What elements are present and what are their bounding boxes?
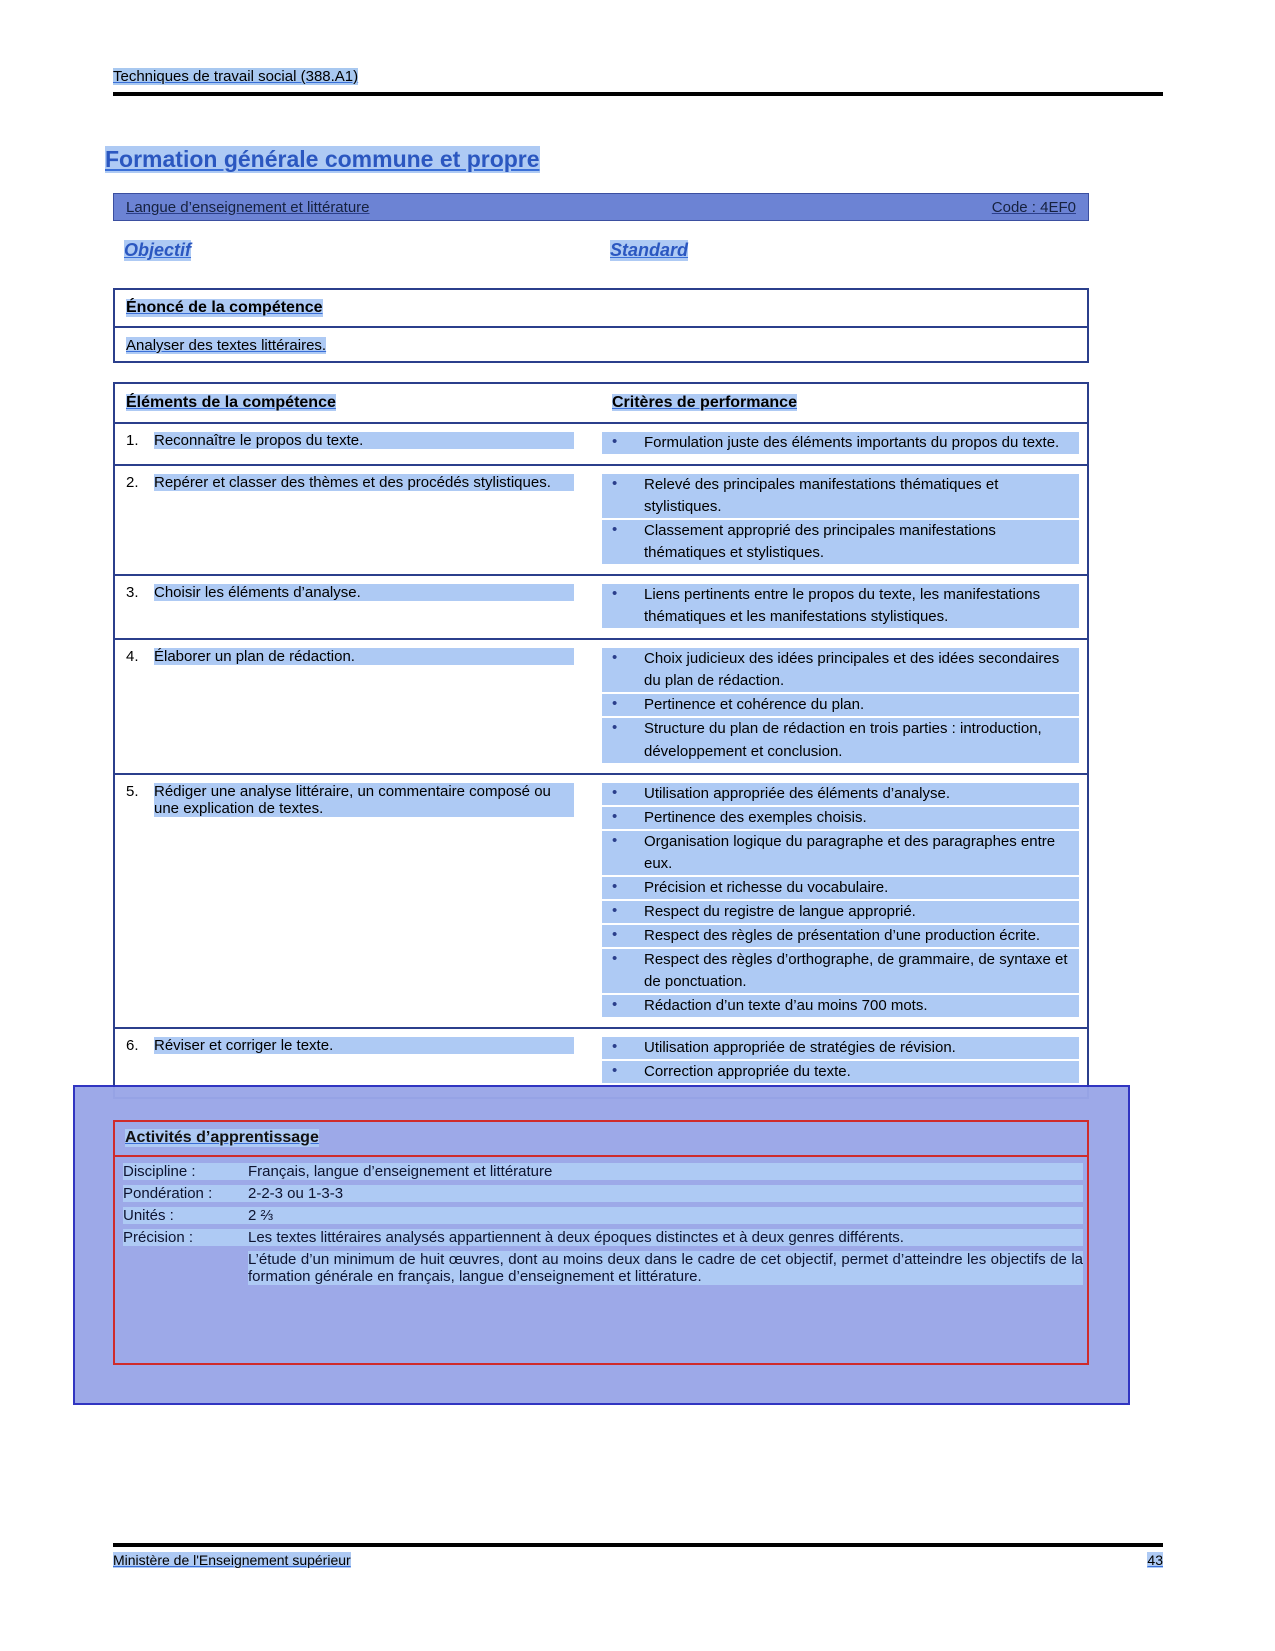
criteria-list: [602, 648, 1079, 762]
element-text: Élaborer un plan de rédaction.: [154, 648, 574, 665]
header-cell-criteria: [602, 394, 1087, 412]
table-row: [115, 640, 1087, 774]
list-item: • Rédaction d’un texte d’au moins 700 mots.: [602, 995, 1079, 1017]
table-row: [115, 775, 1087, 1029]
criteria-cell: [602, 1029, 1087, 1093]
precision-value-1: Les textes littéraires analysés appartiennent à deux époques distinctes et à deux genres différents.: [248, 1229, 1083, 1246]
page-footer: [113, 1552, 1163, 1568]
header-divider: [113, 92, 1163, 96]
enonce-box: [113, 288, 1089, 363]
footer-divider: [113, 1543, 1163, 1547]
activities-list: [123, 1163, 1083, 1285]
header-cell-elements: [115, 394, 602, 412]
list-item: • Pertinence des exemples choisis.: [602, 807, 1079, 829]
precision-value-2: L’étude d’un minimum de huit œuvres, dont au moins deux dans le cadre de cet objectif, permet d’atteindre les objectifs de la formation générale en français, langue d’enseignement et littérature.: [248, 1251, 1083, 1285]
element-cell: [115, 775, 602, 1027]
list-item: • Pertinence et cohérence du plan.: [602, 694, 1079, 716]
precision-label: Précision :: [123, 1229, 248, 1246]
competency-code: Code : 4EF0: [991, 198, 1076, 216]
element-text: Choisir les éléments d’analyse.: [154, 584, 574, 601]
list-item: • Structure du plan de rédaction en trois parties : introduction, développement et conclusion.: [602, 718, 1079, 762]
criteria-cell: [602, 466, 1087, 574]
criteria-list: [602, 432, 1079, 454]
table-row: [115, 466, 1087, 576]
criteria-list: [602, 783, 1079, 1017]
criteria-cell: [602, 640, 1087, 772]
objectif-header: Objectif: [124, 240, 192, 260]
column-headers: [113, 240, 1089, 266]
page-title: Formation générale commune et propre: [105, 146, 540, 172]
criteria-cell: [602, 576, 1087, 638]
element-cell: [115, 576, 602, 638]
activity-ponderation-row: [123, 1185, 1083, 1202]
unites-label: Unités :: [123, 1207, 248, 1224]
list-item: • Organisation logique du paragraphe et des paragraphes entre eux.: [602, 831, 1079, 875]
discipline-name: Langue d’enseignement et littérature: [126, 198, 370, 216]
list-item: • Respect des règles de présentation d’une production écrite.: [602, 925, 1079, 947]
list-item: • Utilisation appropriée de stratégies de révision.: [602, 1037, 1079, 1059]
list-item: • Choix judicieux des idées principales et des idées secondaires du plan de rédaction.: [602, 648, 1079, 692]
list-item: • Classement approprié des principales manifestations thématiques et stylistiques.: [602, 520, 1079, 564]
element-number: 1.: [126, 432, 139, 449]
enonce-text-row: [115, 328, 1087, 363]
element-number: 2.: [126, 474, 139, 492]
table-row: [115, 424, 1087, 466]
element-text: Rédiger une analyse littéraire, un commentaire composé ou une explication de textes.: [154, 783, 574, 817]
unites-value: 2 ⅔: [248, 1207, 1083, 1224]
element-cell: [115, 640, 602, 772]
standard-header: Standard: [610, 240, 689, 260]
enonce-heading: Énoncé de la compétence: [126, 299, 323, 316]
header-elements-label: Éléments de la compétence: [126, 394, 336, 411]
competence-table: [113, 382, 1089, 1099]
list-item: • Respect du registre de langue approprié.: [602, 901, 1079, 923]
list-item: • Correction appropriée du texte.: [602, 1061, 1079, 1083]
discipline-label: Discipline :: [123, 1163, 248, 1180]
table-row: [115, 576, 1087, 640]
activities-divider: [115, 1155, 1087, 1157]
element-number: 6.: [126, 1037, 139, 1055]
table-row: [115, 1029, 1087, 1093]
header-criteria-label: Critères de performance: [612, 394, 797, 411]
enonce-text: Analyser des textes littéraires.: [126, 337, 327, 354]
criteria-cell: [602, 424, 1087, 464]
criteria-cell: [602, 775, 1087, 1027]
activity-discipline-row: [123, 1163, 1083, 1180]
list-item: • Respect des règles d’orthographe, de grammaire, de syntaxe et de ponctuation.: [602, 949, 1079, 993]
criteria-list: [602, 1037, 1079, 1083]
element-text: Réviser et corriger le texte.: [154, 1037, 574, 1054]
competence-table-header: [115, 384, 1087, 424]
discipline-value: Français, langue d’enseignement et littérature: [248, 1163, 1083, 1180]
list-item: • Utilisation appropriée des éléments d’analyse.: [602, 783, 1079, 805]
page-header: [113, 68, 1163, 86]
element-text: Reconnaître le propos du texte.: [154, 432, 574, 449]
element-number: 5.: [126, 782, 139, 800]
activity-precision-row: [123, 1229, 1083, 1246]
page-number: 43: [1147, 1552, 1163, 1568]
list-item: • Liens pertinents entre le propos du texte, les manifestations thématiques et les manifestations stylistiques.: [602, 584, 1079, 628]
criteria-list: [602, 584, 1079, 628]
activities-title: Activités d’apprentissage: [125, 1129, 319, 1146]
activity-unites-row: [123, 1207, 1083, 1224]
discipline-code-bar: [113, 193, 1089, 221]
criteria-list: [602, 474, 1079, 564]
enonce-heading-row: [115, 290, 1087, 328]
element-number: 3.: [126, 584, 139, 602]
list-item: • Précision et richesse du vocabulaire.: [602, 877, 1079, 899]
ponderation-label: Pondération :: [123, 1185, 248, 1202]
element-number: 4.: [126, 648, 139, 666]
ponderation-value: 2-2-3 ou 1-3-3: [248, 1185, 1083, 1202]
element-cell: [115, 424, 602, 464]
element-cell: [115, 466, 602, 574]
element-cell: [115, 1029, 602, 1093]
list-item: • Formulation juste des éléments importants du propos du texte.: [602, 432, 1079, 454]
element-text: Repérer et classer des thèmes et des procédés stylistiques.: [154, 474, 574, 491]
ministry-label: Ministère de l'Enseignement supérieur: [113, 1552, 351, 1568]
list-item: • Relevé des principales manifestations thématiques et stylistiques.: [602, 474, 1079, 518]
program-title: Techniques de travail social (388.A1): [113, 68, 359, 85]
